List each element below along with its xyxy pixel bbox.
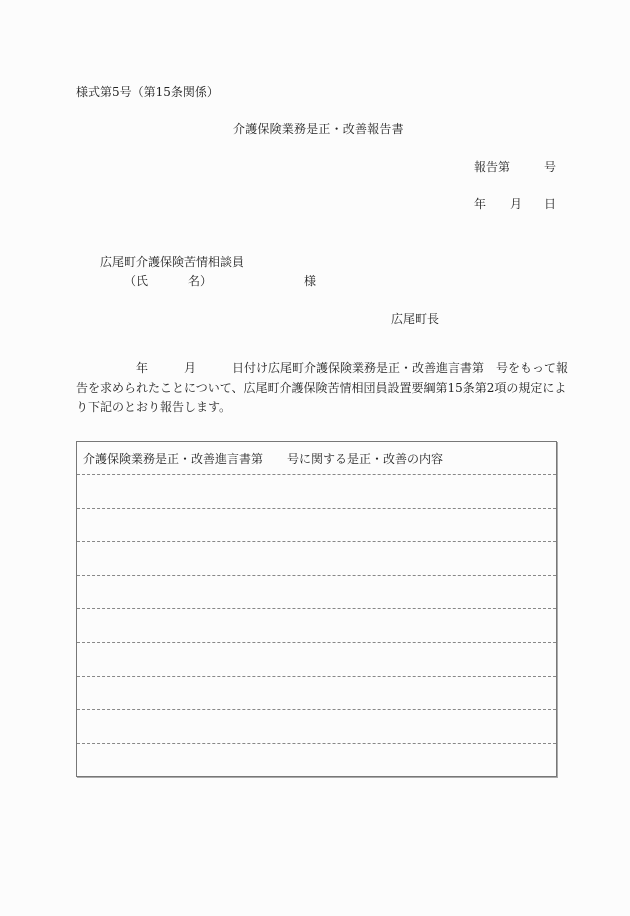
form-number: 様式第5号（第15条関係） xyxy=(76,85,219,99)
sender: 広尾町長 xyxy=(391,312,440,326)
report-box-header-suffix: 号に関する是正・改善の内容 xyxy=(287,452,444,466)
ruled-line xyxy=(77,575,556,576)
report-number-suffix: 号 xyxy=(543,160,556,174)
body-year-label: 年 xyxy=(136,361,149,375)
report-date xyxy=(474,198,556,210)
name-close-label: 名） xyxy=(188,274,213,288)
document-title: 介護保険業務是正・改善報告書 xyxy=(233,122,404,136)
body-line-1 xyxy=(76,361,569,382)
name-open-label: （氏 xyxy=(124,274,149,288)
ruled-line xyxy=(77,709,556,710)
body-line-1-text: 日付け広尾町介護保険業務是正・改善進言書第 xyxy=(232,361,485,375)
ruled-line xyxy=(77,541,556,542)
date-month-label: 月 xyxy=(510,197,523,211)
ruled-line xyxy=(77,676,556,677)
date-day-label: 日 xyxy=(543,197,556,211)
body-line-2: 告を求められたことについて、広尾町介護保険苦情相団員設置要綱第15条第2項の規定によ xyxy=(76,380,567,395)
body-month-label: 月 xyxy=(184,361,197,375)
body-paragraph xyxy=(76,361,569,421)
report-box-header xyxy=(83,453,443,465)
honorific: 様 xyxy=(303,274,316,288)
ruled-line xyxy=(77,508,556,509)
addressee-name-line xyxy=(124,275,316,287)
report-number xyxy=(474,161,556,173)
ruled-line xyxy=(77,642,556,643)
report-content-box xyxy=(76,441,557,777)
date-year-label: 年 xyxy=(474,197,487,211)
body-line-1-tail: 号をもって報 xyxy=(496,361,569,375)
ruled-line xyxy=(77,474,556,475)
ruled-line xyxy=(77,743,556,744)
addressee-title: 広尾町介護保険苦情相談員 xyxy=(100,255,245,269)
report-number-prefix: 報告第 xyxy=(474,160,511,174)
body-line-3: り下記のとおり報告します。 xyxy=(76,400,232,414)
report-box-header-prefix: 介護保険業務是正・改善進言書第 xyxy=(83,452,264,466)
ruled-line xyxy=(77,608,556,609)
